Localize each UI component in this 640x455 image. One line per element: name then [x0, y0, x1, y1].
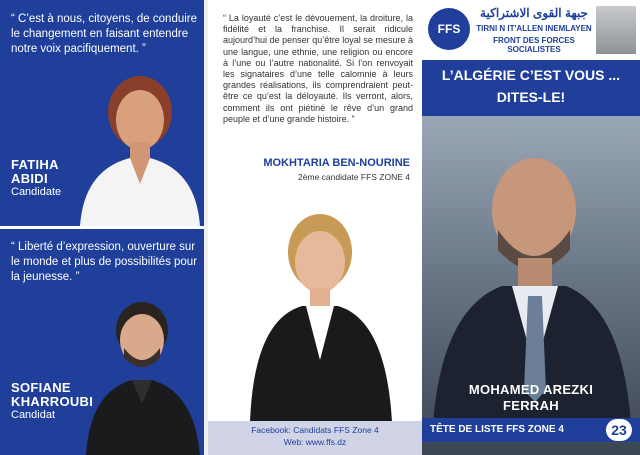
logo-text: FFS [437, 22, 461, 36]
list-number-badge: 23 [606, 419, 632, 441]
list-label: TÊTE DE LISTE FFS ZONE 4 [430, 424, 564, 435]
party-name-french: FRONT DES FORCES SOCIALISTES [493, 36, 575, 54]
candidate-role-fatiha: Candidate [11, 186, 62, 198]
candidate-name-mokhtaria: MOKHTARIA BEN-NOURINE [263, 157, 410, 169]
contact-footer [208, 421, 422, 455]
facebook-contact: Facebook: Candidats FFS Zone 4 [251, 425, 379, 435]
photo-fatiha-abidi [70, 72, 204, 226]
quote-fatiha: “ C’est à nous, citoyens, de conduire le changement en faisant entendre notre voix pacifiquement. ” [11, 13, 198, 55]
photo-sofiane-kharroubi [82, 300, 206, 455]
party-leader-photo [596, 6, 636, 54]
head-of-list-name-line1: MOHAMED AREZKI [468, 382, 594, 397]
slogan-line2: DITES-LE! [496, 89, 566, 105]
candidate-name-fatiha-line2: ABIDI [11, 171, 48, 186]
section-divider [0, 226, 208, 229]
party-name-kabyle: TIRNI N IT'ALLEN INEMLAYEN [476, 24, 592, 33]
slogan-line1: L’ALGÉRIE C’EST VOUS ... [441, 67, 621, 83]
quote-sofiane: “ Liberté d’expression, ouverture sur le monde et plus de possibilités pour la jeunesse. ” [11, 241, 198, 283]
photo-mokhtaria-ben-nourine [240, 210, 400, 422]
candidate-role-mokhtaria: 2ème candidate FFS ZONE 4 [298, 172, 410, 182]
candidate-name-fatiha-line1: FATIHA [11, 157, 59, 172]
left-panel [0, 0, 208, 455]
center-panel [208, 0, 422, 455]
list-label-bar [422, 418, 640, 442]
ffs-logo [428, 8, 470, 50]
candidate-role-sofiane: Candidat [11, 409, 56, 421]
web-contact: Web: www.ffs.dz [283, 437, 347, 447]
candidate-name-sofiane-line1: SOFIANE [11, 380, 71, 395]
party-name-arabic: جبهة القوى الاشتراكية [480, 6, 588, 20]
right-panel [422, 0, 640, 455]
slogan-box [422, 60, 640, 116]
head-of-list-name-line2: FERRAH [503, 398, 559, 413]
party-header [422, 0, 640, 60]
quote-mokhtaria: “ La loyauté c’est le dévouement, la droiture, la fidélité et la franchise. Il serait ridicule aujourd’hui de penser qu’être loyal se mesure à une langue, une ethnie, une religion ou encore à l’une ou l’autre nationalité. Si l’on renvoyait les signataires d’une telle calomnie à leurs grandes réalisations, ils comprendraient peut-être ce qu’est la déloyauté. Ils verront, alors, comment ils ont piétiné le rêve d’un grand peuple et d’une grande histoire. ” [223, 13, 413, 124]
candidate-name-sofiane-line2: KHARROUBI [11, 394, 94, 409]
